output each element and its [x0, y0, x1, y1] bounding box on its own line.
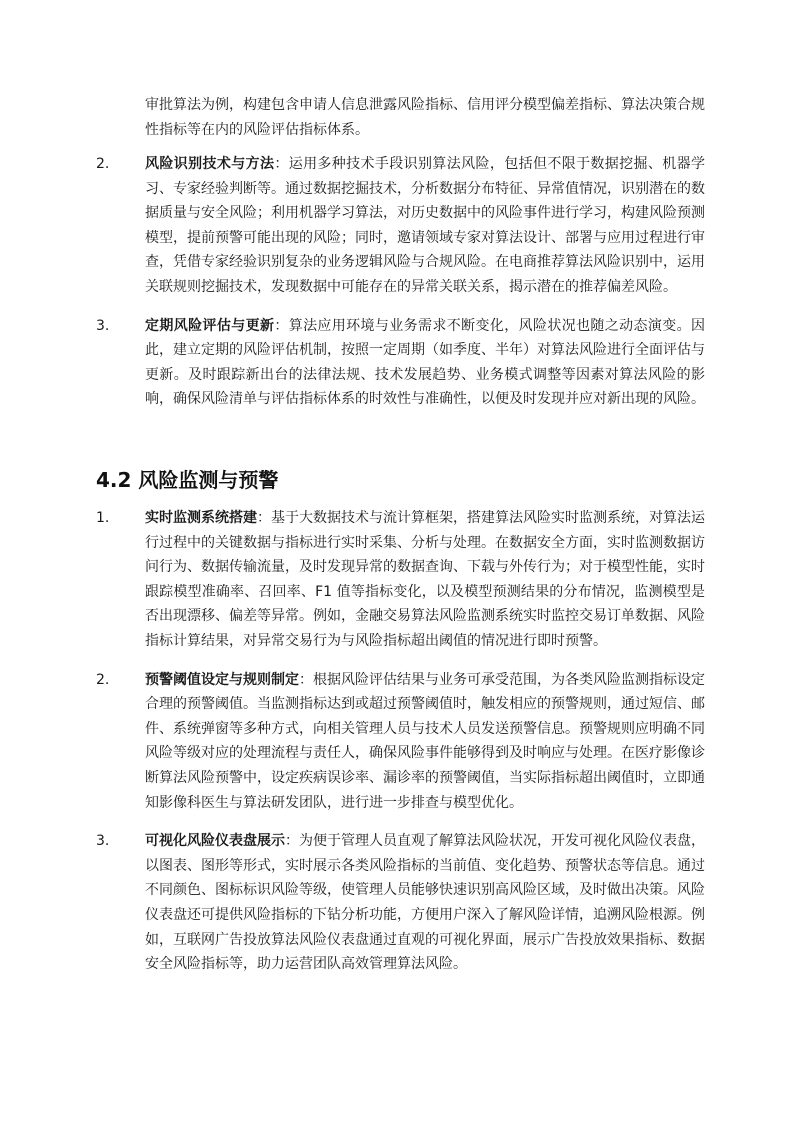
item-term: 实时监测系统搭建 [145, 510, 257, 526]
list-number: 3. [96, 317, 110, 334]
list-item-body [145, 829, 705, 977]
list-number: 2. [96, 671, 110, 688]
list-item [0, 152, 794, 300]
risk-identification-list [0, 152, 794, 426]
list-item-body [145, 668, 705, 816]
list-number: 1. [96, 510, 110, 526]
list-item-body [145, 152, 705, 300]
item-term: 风险识别技术与方法 [145, 156, 275, 172]
list-item [0, 314, 794, 412]
list-item [0, 506, 794, 654]
continuation-paragraph: 审批算法为例，构建包含申请人信息泄露风险指标、信用评分模型偏差指标、算法决策合规性指标等在内的风险评估指标体系。 [145, 97, 705, 138]
list-item [0, 829, 794, 977]
list-number: 2. [96, 156, 110, 172]
item-term: 可视化风险仪表盘展示 [145, 833, 285, 850]
item-term: 定期风险评估与更新 [145, 317, 275, 334]
list-item-body [145, 506, 705, 654]
item-text: ：运用多种技术手段识别算法风险，包括但不限于数据挖掘、机器学习、专家经验判断等。通过数据挖掘技术，分析数据分布特征、异常值情况，识别潜在的数据质量与安全风险；利用机器学习算法，对历史数据中的风险事件进行学习，构建风险预测模型，提前预警可能出现的风险；同时，邀请领域专家对算法设计、部署与应用过程进行审查，凭借专家经验识别复杂的业务逻辑风险与合规风险。在电商推荐算法风险识别中，运用关联规则挖掘技术，发现数据中可能存在的异常关联关系，揭示潜在的推荐偏差风险。 [145, 156, 706, 295]
risk-monitoring-list [0, 506, 794, 991]
list-number: 3. [96, 833, 110, 850]
list-item [0, 668, 794, 816]
item-term: 预警阈值设定与规则制定 [145, 671, 299, 688]
item-text: ：根据风险评估结果与业务可承受范围，为各类风险监测指标设定合理的预警阈值。当监测指标达到或超过预警阈值时，触发相应的预警规则，通过短信、邮件、系统弹窗等多种方式，向相关管理人员与技术人员发送预警信息。预警规则应明确不同风险等级对应的处理流程与责任人，确保风险事件能够得到及时响应与处理。在医疗影像诊断算法风险预警中，设定疾病误诊率、漏诊率的预警阈值，当实际指标超出阈值时，立即通知影像科医生与算法研发团队，进行进一步排查与模型优化。 [145, 671, 705, 811]
list-item-body [145, 314, 705, 412]
item-text: ：为便于管理人员直观了解算法风险状况，开发可视化风险仪表盘，以图表、图形等形式，实时展示各类风险指标的当前值、变化趋势、预警状态等信息。通过不同颜色、图标标识风险等级，使管理人员能够快速识别高风险区域，及时做出决策。风险仪表盘还可提供风险指标的下钻分析功能，方便用户深入了解风险详情，追溯风险根源。例如，互联网广告投放算法风险仪表盘通过直观的可视化界面，展示广告投放效果指标、数据安全风险指标等，助力运营团队高效管理算法风险。 [145, 833, 705, 973]
item-text: ：算法应用环境与业务需求不断变化，风险状况也随之动态演变。因此，建立定期的风险评估机制，按照一定周期（如季度、半年）对算法风险进行全面评估与更新。及时跟踪新出台的法律法规、技术发展趋势、业务模式调整等因素对算法风险的影响，确保风险清单与评估指标体系的时效性与准确性，以便及时发现并应对新出现的风险。 [145, 317, 706, 408]
section-heading: 4.2 风险监测与预警 [96, 468, 279, 492]
item-text: ：基于大数据技术与流计算框架，搭建算法风险实时监测系统，对算法运行过程中的关键数据与指标进行实时采集、分析与处理。在数据安全方面，实时监测数据访问行为、数据传输流量，及时发现异常的数据查询、下载与外传行为；对于模型性能，实时跟踪模型准确率、召回率、F1 值等指标变化，以及模型预测结果的分布情况，监测模型是否出现漂移、偏差等异常。例如，金融交易算法风险监测系统实时监控交易订单数据、风险指标计算结果，对异常交易行为与风险指标超出阈值的情况进行即时预警。 [145, 510, 705, 649]
